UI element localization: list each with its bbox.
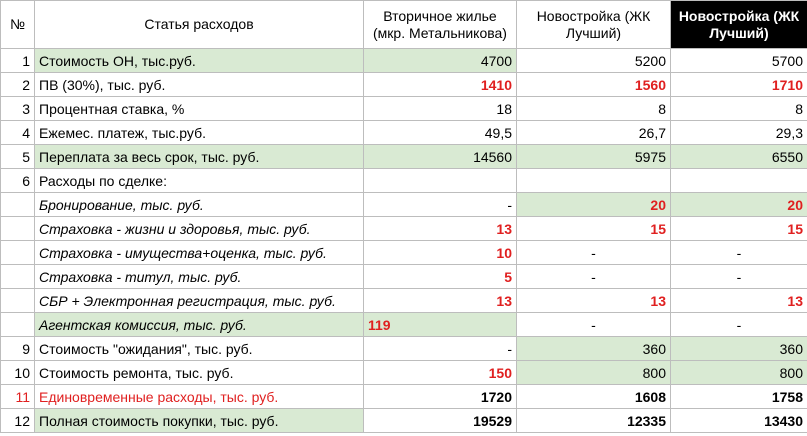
cell-col1[interactable]: 49,5 — [364, 121, 517, 145]
cell-col2[interactable]: 26,7 — [517, 121, 671, 145]
row-label[interactable]: Переплата за весь срок, тыс. руб. — [35, 145, 364, 169]
row-number[interactable] — [1, 217, 35, 241]
row-number[interactable] — [1, 265, 35, 289]
row-label[interactable]: Бронирование, тыс. руб. — [35, 193, 364, 217]
row-number[interactable] — [1, 289, 35, 313]
cell-col3[interactable]: - — [671, 241, 807, 265]
row-number[interactable] — [1, 313, 35, 337]
cell-col1[interactable]: 150 — [364, 361, 517, 385]
row-label[interactable]: Ежемес. платеж, тыс.руб. — [35, 121, 364, 145]
cell-col3[interactable]: 1710 — [671, 73, 807, 97]
row-number[interactable]: 9 — [1, 337, 35, 361]
table-row — [1, 49, 807, 73]
cell-col3[interactable]: 5700 — [671, 49, 807, 73]
cell-col1[interactable]: 19529 — [364, 409, 517, 433]
cell-col2[interactable]: 13 — [517, 289, 671, 313]
cell-col3[interactable]: 15 — [671, 217, 807, 241]
cell-col1[interactable]: 5 — [364, 265, 517, 289]
cell-col3[interactable]: 13430 — [671, 409, 807, 433]
table-row — [1, 313, 807, 337]
cell-col1[interactable]: 4700 — [364, 49, 517, 73]
cell-col2[interactable]: - — [517, 241, 671, 265]
row-number[interactable]: 3 — [1, 97, 35, 121]
cell-col1[interactable]: 18 — [364, 97, 517, 121]
cell-col1[interactable]: - — [364, 337, 517, 361]
cell-col2[interactable]: 800 — [517, 361, 671, 385]
row-label[interactable]: Стоимость "ожидания", тыс. руб. — [35, 337, 364, 361]
cell-col1[interactable]: 119 — [364, 313, 517, 337]
table-row — [1, 385, 807, 409]
row-label[interactable]: Страховка - имущества+оценка, тыс. руб. — [35, 241, 364, 265]
row-number[interactable]: 5 — [1, 145, 35, 169]
table-row — [1, 169, 807, 193]
row-number[interactable] — [1, 193, 35, 217]
cell-col3[interactable]: 13 — [671, 289, 807, 313]
row-label[interactable]: Страховка - жизни и здоровья, тыс. руб. — [35, 217, 364, 241]
row-number[interactable]: 12 — [1, 409, 35, 433]
cell-col3[interactable]: 29,3 — [671, 121, 807, 145]
cell-col3[interactable]: 1758 — [671, 385, 807, 409]
row-number[interactable]: 6 — [1, 169, 35, 193]
cell-col3[interactable] — [671, 169, 807, 193]
row-label[interactable]: Полная стоимость покупки, тыс. руб. — [35, 409, 364, 433]
cell-col2[interactable]: - — [517, 265, 671, 289]
row-number[interactable]: 10 — [1, 361, 35, 385]
cell-col3[interactable]: - — [671, 313, 807, 337]
cell-col2[interactable]: 5200 — [517, 49, 671, 73]
cell-col2[interactable]: 15 — [517, 217, 671, 241]
row-number[interactable]: 1 — [1, 49, 35, 73]
cell-col1[interactable]: - — [364, 193, 517, 217]
cell-col1[interactable]: 1410 — [364, 73, 517, 97]
cell-col2[interactable]: - — [517, 313, 671, 337]
cell-col3[interactable]: 800 — [671, 361, 807, 385]
table-row — [1, 409, 807, 433]
cell-col1[interactable]: 10 — [364, 241, 517, 265]
row-label[interactable]: Расходы по сделке: — [35, 169, 364, 193]
table-row — [1, 241, 807, 265]
row-label[interactable]: ПВ (30%), тыс. руб. — [35, 73, 364, 97]
row-label[interactable]: Единовременные расходы, тыс. руб. — [35, 385, 364, 409]
cell-col2[interactable]: 8 — [517, 97, 671, 121]
row-label[interactable]: Стоимость ремонта, тыс. руб. — [35, 361, 364, 385]
cell-col1[interactable]: 1720 — [364, 385, 517, 409]
cell-col3[interactable]: 360 — [671, 337, 807, 361]
header-col2[interactable]: Новостройка (ЖК Лучший) — [517, 1, 671, 49]
cell-col3[interactable]: 20 — [671, 193, 807, 217]
cell-col2[interactable]: 12335 — [517, 409, 671, 433]
table-row — [1, 97, 807, 121]
row-number[interactable] — [1, 241, 35, 265]
table-row — [1, 265, 807, 289]
header-item[interactable]: Статья расходов — [35, 1, 364, 49]
cell-col1[interactable]: 13 — [364, 217, 517, 241]
row-label[interactable]: Стоимость ОН, тыс.руб. — [35, 49, 364, 73]
table-row — [1, 73, 807, 97]
cell-col2[interactable]: 360 — [517, 337, 671, 361]
cell-col2[interactable]: 1608 — [517, 385, 671, 409]
table-row — [1, 217, 807, 241]
table-row — [1, 121, 807, 145]
header-num[interactable]: № — [1, 1, 35, 49]
cell-col2[interactable]: 1560 — [517, 73, 671, 97]
cell-col3[interactable]: - — [671, 265, 807, 289]
row-number[interactable]: 4 — [1, 121, 35, 145]
cell-col3[interactable]: 8 — [671, 97, 807, 121]
table-row — [1, 145, 807, 169]
header-col3[interactable]: Новостройка (ЖК Лучший) — [671, 1, 807, 49]
cell-col3[interactable]: 6550 — [671, 145, 807, 169]
row-label[interactable]: Страховка - титул, тыс. руб. — [35, 265, 364, 289]
row-label[interactable]: Процентная ставка, % — [35, 97, 364, 121]
row-number[interactable]: 2 — [1, 73, 35, 97]
row-number[interactable]: 11 — [1, 385, 35, 409]
cell-col2[interactable]: 5975 — [517, 145, 671, 169]
row-label[interactable]: СБР + Электронная регистрация, тыс. руб. — [35, 289, 364, 313]
header-row — [1, 1, 807, 49]
cell-col2[interactable] — [517, 169, 671, 193]
cell-col1[interactable] — [364, 169, 517, 193]
table-row — [1, 193, 807, 217]
cell-col2[interactable]: 20 — [517, 193, 671, 217]
row-label[interactable]: Агентская комиссия, тыс. руб. — [35, 313, 364, 337]
cell-col1[interactable]: 13 — [364, 289, 517, 313]
table-row — [1, 337, 807, 361]
table-row — [1, 361, 807, 385]
table-row — [1, 289, 807, 313]
cell-col1[interactable]: 14560 — [364, 145, 517, 169]
header-col1[interactable]: Вторичное жилье (мкр. Метальникова) — [364, 1, 517, 49]
